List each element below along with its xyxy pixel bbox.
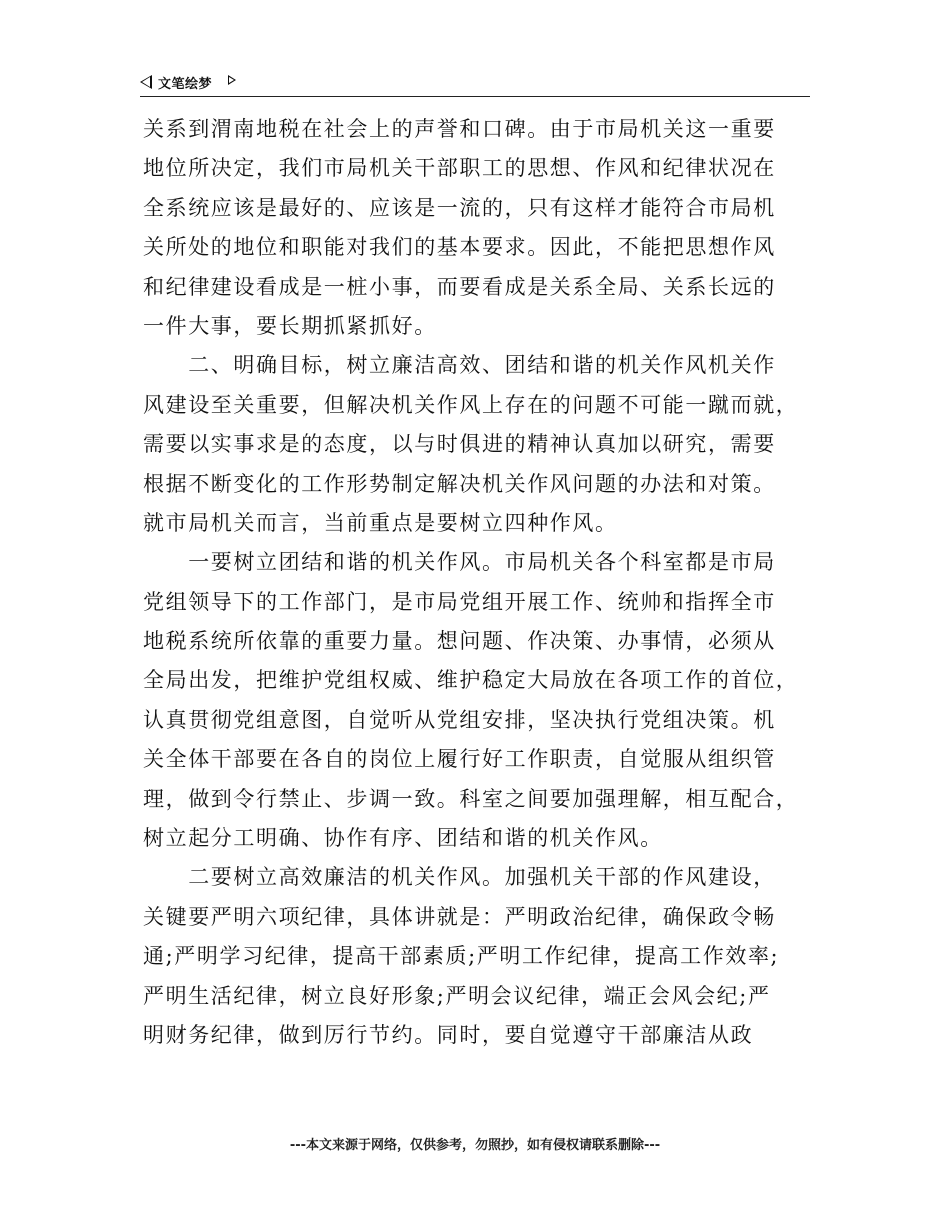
text-line: 地税系统所依靠的重要力量。想问题、作决策、办事情，必须从	[143, 629, 776, 654]
text-line: 理，做到令行禁止、步调一致。科室之间要加强理解，相互配合，	[143, 786, 799, 811]
text-line: 关系到渭南地税在社会上的声誉和口碑。由于市局机关这一重要	[143, 117, 776, 141]
text-line: 关键要严明六项纪律，具体讲就是：严明政治纪律，确保政令畅	[143, 904, 776, 929]
text-line: 全系统应该是最好的、应该是一流的，只有这样才能符合市局机	[143, 195, 776, 220]
text-line: 认真贯彻党组意图，自觉听从党组安排，坚决执行党组决策。机	[143, 707, 776, 732]
text-line: 树立起分工明确、协作有序、团结和谐的机关作风。	[143, 826, 663, 851]
text-line: 和纪律建设看成是一桩小事，而要看成是关系全局、关系长远的	[143, 274, 776, 299]
footer-disclaimer: ---本文来源于网络，仅供参考，勿照抄，如有侵权请联系删除---	[289, 1138, 661, 1153]
text-line: 二要树立高效廉洁的机关作风。加强机关干部的作风建设，	[143, 865, 776, 890]
text-line: 地位所决定，我们市局机关干部职工的思想、作风和纪律状况在	[143, 156, 776, 181]
text-line: 一件大事，要长期抓紧抓好。	[143, 313, 437, 338]
text-line: 需要以实事求是的态度，以与时俱进的精神认真加以研究，需要	[143, 432, 776, 457]
triangle-left-icon	[140, 75, 152, 89]
text-line: 全局出发，把维护党组权威、维护稳定大局放在各项工作的首位，	[143, 668, 799, 693]
text-line: 通;严明学习纪律，提高干部素质;严明工作纪律，提高工作效率;	[143, 944, 780, 969]
header-brand: 文笔绘梦	[158, 77, 213, 92]
text-line: 一要树立团结和谐的机关作风。市局机关各个科室都是市局	[143, 550, 776, 575]
text-line: 严明生活纪律，树立良好形象;严明会议纪律，端正会风会纪;严	[143, 983, 771, 1008]
text-line: 二、明确目标，树立廉洁高效、团结和谐的机关作风机关作	[143, 353, 776, 378]
text-line: 就市局机关而言，当前重点是要树立四种作风。	[143, 510, 618, 535]
text-line: 根据不断变化的工作形势制定解决机关作风问题的办法和对策。	[143, 471, 776, 496]
text-line: 党组领导下的工作部门，是市局党组开展工作、统帅和指挥全市	[143, 589, 776, 614]
triangle-right-icon	[228, 75, 236, 85]
text-line: 明财务纪律，做到厉行节约。同时，要自觉遵守干部廉洁从政	[143, 1022, 754, 1047]
text-line: 风建设至关重要，但解决机关作风上存在的问题不可能一蹴而就，	[143, 392, 799, 417]
page-header	[140, 72, 810, 97]
text-line: 关所处的地位和职能对我们的基本要求。因此，不能把思想作风	[143, 235, 776, 260]
document-body	[143, 110, 803, 1055]
text-line: 关全体干部要在各自的岗位上履行好工作职责，自觉服从组织管	[143, 747, 776, 772]
